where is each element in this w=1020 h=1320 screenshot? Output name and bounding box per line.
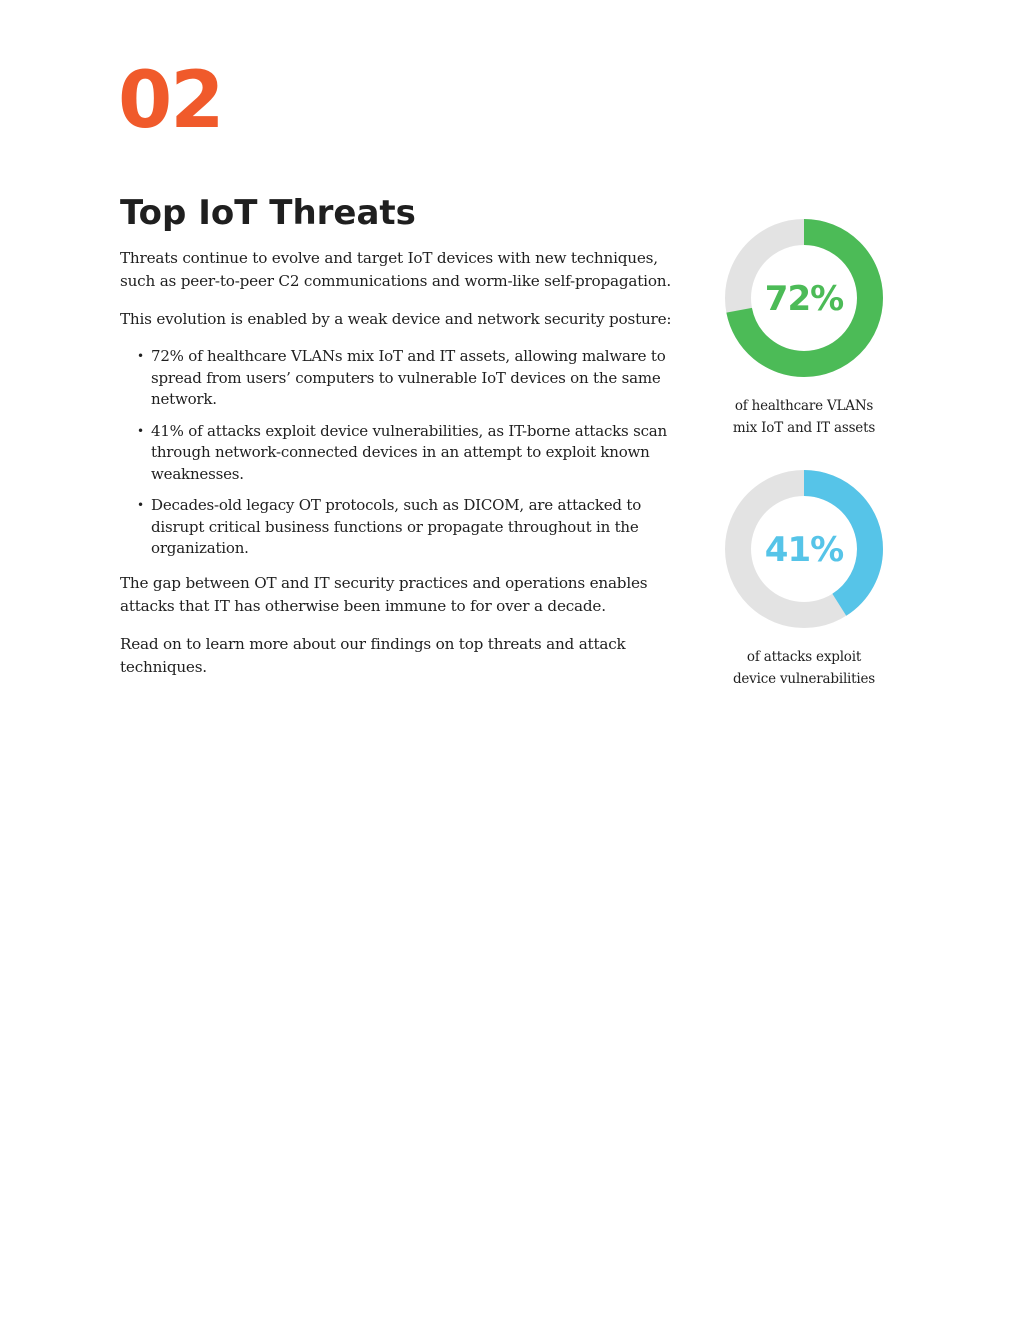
stat-caption-line: of attacks exploit <box>746 649 862 665</box>
donut-value: 41% <box>764 530 844 570</box>
donut-chart <box>724 218 884 378</box>
intro-paragraph: Threats continue to evolve and target IoT devices with new techniques, such as peer-to-peer C2 communications and worm-like self-propagation. <box>120 249 671 290</box>
stat-caption-line: of healthcare VLANs <box>734 398 874 414</box>
section-number: 02 <box>118 56 223 146</box>
stat-caption <box>724 646 884 690</box>
stat-device-vulnerabilities <box>724 469 884 690</box>
page-title: Top IoT Threats <box>120 193 416 233</box>
stat-caption-line: device vulnerabilities <box>732 671 876 687</box>
body-text <box>120 247 682 694</box>
stat-caption-line: mix IoT and IT assets <box>732 420 876 436</box>
donut-value: 72% <box>764 279 844 319</box>
donut-chart <box>724 469 884 629</box>
list-item-text: 72% of healthcare VLANs mix IoT and IT assets, allowing malware to spread from users’ computers to vulnerable IoT devices on the same network. <box>151 347 666 408</box>
stat-healthcare-vlans <box>724 218 884 439</box>
list-item <box>137 495 682 560</box>
stat-caption <box>724 395 884 439</box>
gap-paragraph: The gap between OT and IT security practices and operations enables attacks that IT has otherwise been immune to for over a decade. <box>120 573 648 615</box>
list-item <box>137 346 682 411</box>
evolution-paragraph: This evolution is enabled by a weak device and network security posture: <box>120 310 672 328</box>
list-item-text: Decades-old legacy OT protocols, such as DICOM, are attacked to disrupt critical business functions or propagate throughout in the organization. <box>151 496 642 557</box>
list-item <box>137 421 682 486</box>
bullet-icon: • <box>137 423 144 438</box>
bullet-icon: • <box>137 498 144 512</box>
read-on-paragraph: Read on to learn more about our findings on top threats and attack techniques. <box>120 634 626 676</box>
list-item-text: 41% of attacks exploit device vulnerabilities, as IT-borne attacks scan through network-connected devices in an attempt to exploit known weaknesses. <box>151 421 668 483</box>
threat-list <box>120 346 682 560</box>
bullet-icon: • <box>137 349 144 363</box>
